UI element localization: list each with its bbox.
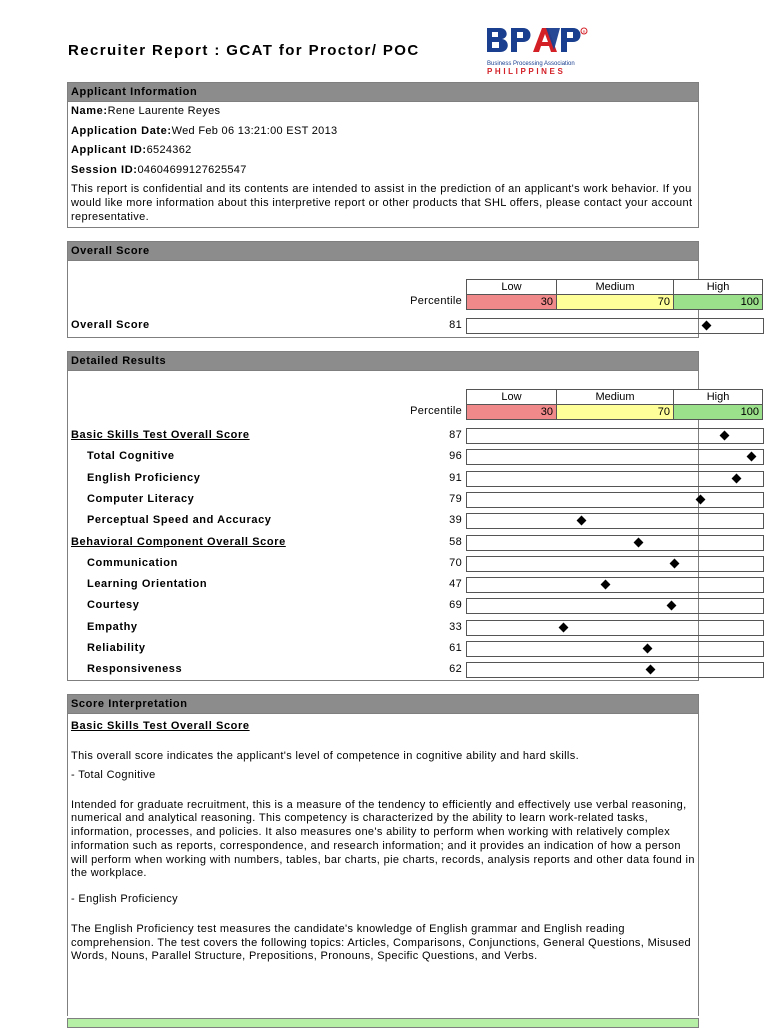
score-label: Communication: [87, 556, 178, 569]
score-track: [466, 471, 764, 487]
score-label: Perceptual Speed and Accuracy: [87, 514, 272, 527]
score-track: [466, 513, 764, 529]
score-track: [466, 428, 764, 444]
score-value: 96: [449, 450, 462, 463]
legend-medium-value: 70: [556, 294, 674, 310]
score-interpretation-section: [67, 694, 699, 1016]
score-value: 39: [449, 514, 462, 527]
score-row: [68, 490, 698, 510]
score-value: 33: [449, 620, 462, 633]
overall-score-row: [68, 316, 698, 336]
svg-text:R: R: [582, 29, 586, 34]
percentile-legend: [398, 389, 759, 421]
score-row: [68, 618, 698, 638]
applicant-information-section: [67, 82, 699, 228]
score-label: Computer Literacy: [87, 492, 195, 505]
legend-medium-value: 70: [556, 404, 674, 420]
score-track: [466, 449, 764, 465]
score-value: 79: [449, 492, 462, 505]
score-row: [68, 447, 698, 467]
logo-subtitle: Business Processing Association: [487, 61, 575, 67]
confidentiality-notice: This report is confidential and its contents are intended to assist in the prediction of an applicant's work behavior. If you would like more information about this interpretive report or other products that SHL offers, please contact your account representative.: [71, 183, 693, 223]
score-label: English Proficiency: [87, 471, 201, 484]
score-value: 70: [449, 556, 462, 569]
overall-score-value: 81: [449, 319, 462, 331]
score-track: [466, 598, 764, 614]
total-cognitive-description: Intended for graduate recruitment, this is a measure of the tendency to efficiently and effectively use verbal reasoning, numerical and analytical reasoning. This competency is characterized by the ability to learn work-related tasks, information, processes, and policies. It also measures one's ability to perform when working with relatively complex information such as reports, correspondence, and research information; and it provides an indication of how a person will perform when working with numbers, tables, bar charts, pie charts, records, analysis reports and other data found in the workplace.: [71, 798, 695, 880]
overall-score-section: [67, 241, 759, 338]
score-row: [68, 660, 698, 680]
score-row: [68, 511, 698, 531]
section-header: Applicant Information: [68, 83, 698, 102]
score-track: [466, 535, 764, 551]
interpretation-heading: Basic Skills Test Overall Score: [71, 720, 250, 732]
overall-score-track: [466, 318, 764, 334]
bpap-logo-icon: [484, 24, 590, 62]
section-header: Score Interpretation: [68, 695, 698, 714]
applicant-name: Name:Rene Laurente Reyes: [71, 105, 221, 117]
logo-country: PHILIPPINES: [487, 67, 566, 76]
session-id: Session ID:04604699127625547: [71, 163, 247, 176]
legend-high-value: 100: [673, 404, 763, 420]
score-label: Empathy: [87, 620, 138, 633]
legend-high: High: [673, 279, 763, 295]
score-value: 91: [449, 471, 462, 484]
score-row: [68, 596, 698, 616]
legend-low: Low: [466, 389, 557, 405]
score-label: Basic Skills Test Overall Score: [71, 429, 250, 441]
legend-low-value: 30: [466, 404, 557, 420]
score-value: 62: [449, 663, 462, 676]
score-track: [466, 620, 764, 636]
report-title: Recruiter Report : GCAT for Proctor/ POC: [68, 42, 420, 59]
bpap-logo: [484, 24, 590, 78]
detailed-results-section: [67, 351, 759, 681]
legend-medium: Medium: [556, 389, 674, 405]
score-track: [466, 577, 764, 593]
percentile-label: Percentile: [410, 295, 462, 307]
legend-medium: Medium: [556, 279, 674, 295]
score-track: [466, 662, 764, 678]
overall-score-label: Overall Score: [71, 319, 150, 331]
english-proficiency-description: The English Proficiency test measures the candidate's knowledge of English grammar and English reading comprehension. The test covers the following topics: Articles, Comparisons, Conjunctions, General Questions, Misused Words, Nouns, Parallel Structure, Prepositions, Pronouns, Specific Questions, and Verbs.: [71, 922, 692, 963]
legend-low-value: 30: [466, 294, 557, 310]
section-header: Overall Score: [68, 242, 698, 261]
applicant-id: Applicant ID:6524362: [71, 144, 192, 156]
score-label: Courtesy: [87, 599, 140, 612]
percentile-legend: [398, 279, 759, 311]
legend-high-value: 100: [673, 294, 763, 310]
score-label: Responsiveness: [87, 663, 183, 676]
score-label: Reliability: [87, 642, 146, 654]
score-track: [466, 492, 764, 508]
score-row: [68, 469, 698, 489]
score-label: Learning Orientation: [87, 578, 208, 591]
score-track: [466, 641, 764, 657]
legend-low: Low: [466, 279, 557, 295]
score-value: 61: [449, 642, 462, 654]
legend-high: High: [673, 389, 763, 405]
score-row: [68, 639, 698, 659]
score-value: 58: [449, 535, 462, 548]
score-value: 87: [449, 429, 462, 441]
score-row: [68, 554, 698, 574]
score-row: [68, 533, 698, 553]
score-value: 47: [449, 578, 462, 591]
application-date: Application Date:Wed Feb 06 13:21:00 EST 2013: [71, 124, 338, 137]
percentile-label: Percentile: [410, 405, 462, 417]
score-value: 69: [449, 599, 462, 612]
score-label: Behavioral Component Overall Score: [71, 535, 286, 548]
score-label: Total Cognitive: [87, 450, 175, 463]
score-row: [68, 575, 698, 595]
english-proficiency-subheading: - English Proficiency: [71, 892, 178, 905]
section-header: Detailed Results: [68, 352, 698, 371]
total-cognitive-subheading: - Total Cognitive: [71, 768, 156, 781]
score-track: [466, 556, 764, 572]
interpretation-intro: This overall score indicates the applicant's level of competence in cognitive ability and hard skills.: [71, 750, 579, 762]
next-page-highlight: [67, 1018, 699, 1028]
score-row: [68, 426, 698, 446]
